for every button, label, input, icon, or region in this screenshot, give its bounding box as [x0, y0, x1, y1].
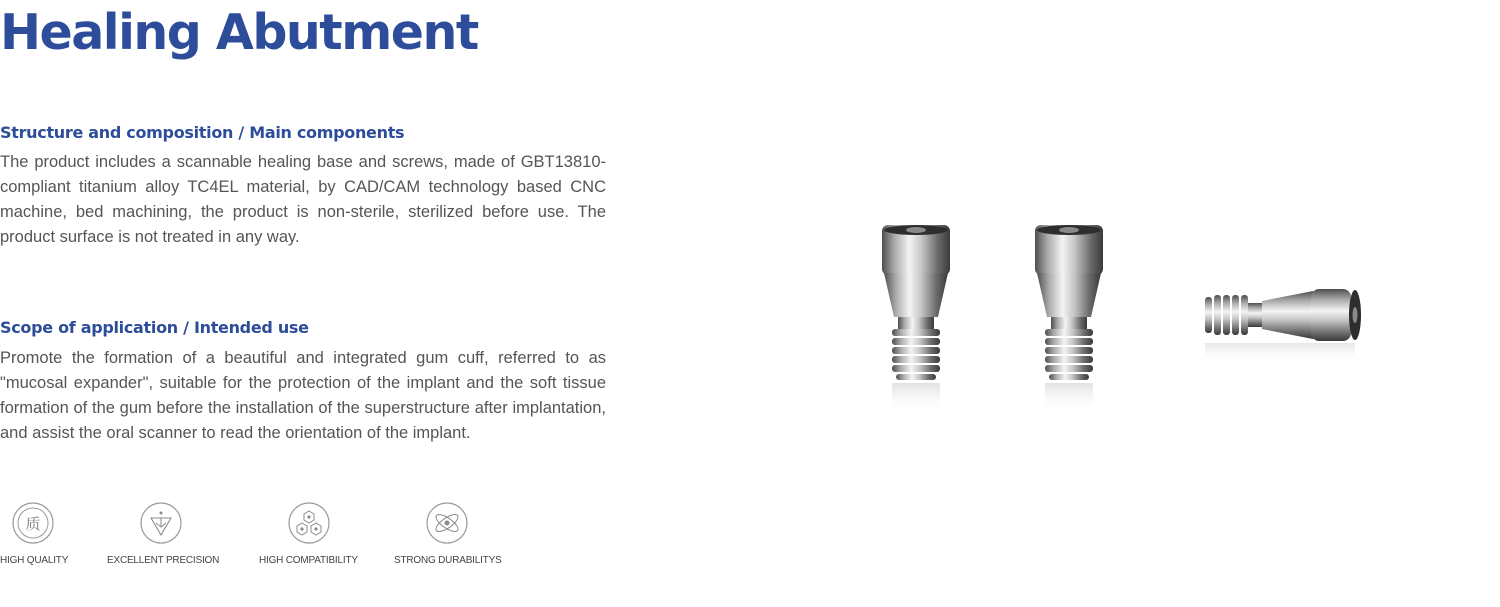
structure-description: The product includes a scannable healing base and screws, made of GBT13810-compliant titanium alloy TC4EL material, by CAD/CAM technology based CNC machine, bed machining, the product is non-sterile, sterilized before use. The product surface is not treated in any way.	[0, 153, 606, 246]
abutment-vertical-1	[882, 225, 950, 413]
abutment-horizontal	[1205, 289, 1361, 363]
compatibility-icon	[288, 502, 330, 544]
feature-label-strong-durability: STRONG DURABILITYS	[394, 555, 502, 566]
precision-icon	[140, 502, 182, 544]
durability-icon	[426, 502, 468, 544]
application-heading: Scope of application / Intended use	[0, 318, 309, 337]
quality-glyph: 质	[25, 515, 41, 533]
feature-label-high-quality: HIGH QUALITY	[0, 555, 69, 566]
product-image	[860, 205, 1400, 545]
structure-heading: Structure and composition / Main components	[0, 123, 405, 142]
feature-label-excellent-precision: EXCELLENT PRECISION	[107, 555, 220, 566]
quality-icon	[12, 502, 54, 544]
abutment-vertical-2	[1035, 225, 1103, 413]
page-title: Healing Abutment	[0, 4, 478, 61]
feature-label-high-compatibility: HIGH COMPATIBILITY	[259, 555, 358, 566]
application-description: Promote the formation of a beautiful and integrated gum cuff, referred to as "mucosal expander", suitable for the protection of the implant and the soft tissue formation of the gum before the installation of the superstructure after implantation, and assist the oral scanner to read the orientation of the implant.	[0, 349, 606, 442]
